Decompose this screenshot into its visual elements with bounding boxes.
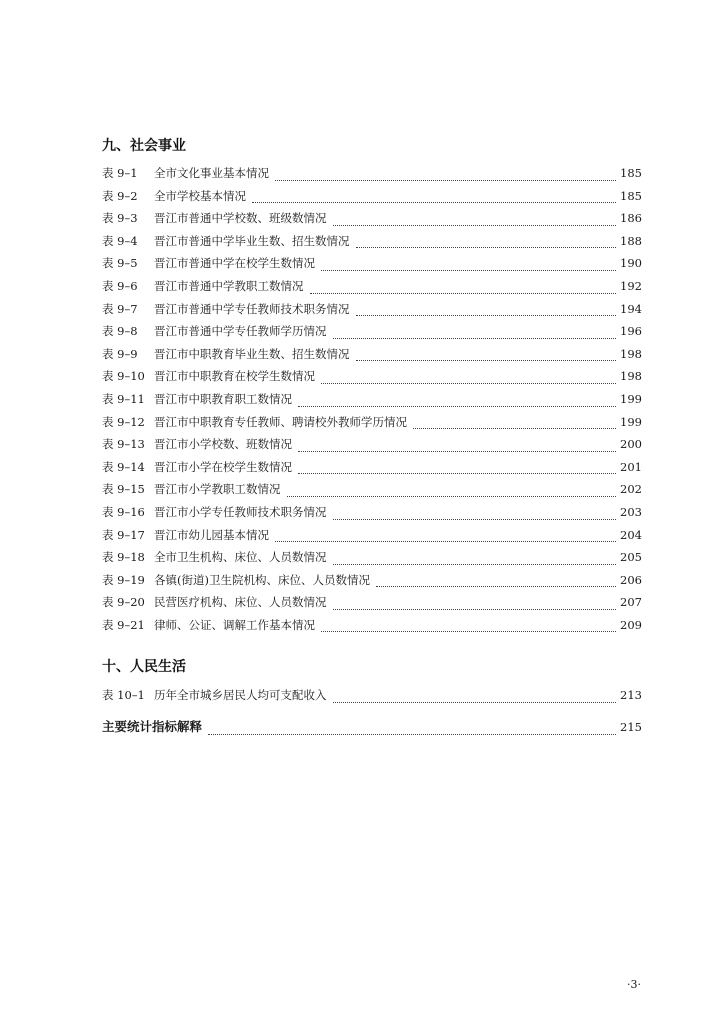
leader-dots bbox=[287, 495, 617, 497]
appendix-title: 主要统计指标解释 bbox=[102, 719, 203, 734]
table-code: 表 9–2 bbox=[102, 188, 138, 203]
table-code: 表 9–5 bbox=[102, 256, 138, 271]
page-ref: 201 bbox=[620, 459, 642, 474]
page-ref: 188 bbox=[620, 233, 642, 248]
page-number: ·3· bbox=[627, 978, 641, 991]
toc-entry[interactable] bbox=[102, 573, 642, 596]
page-ref: 213 bbox=[620, 688, 642, 702]
table-title: 晋江市普通中学专任教师学历情况 bbox=[154, 324, 327, 339]
table-code: 表 9–14 bbox=[102, 459, 145, 474]
page-ref: 205 bbox=[620, 550, 642, 565]
toc-entry[interactable] bbox=[102, 369, 642, 392]
table-code: 表 9–18 bbox=[102, 550, 145, 565]
table-title: 晋江市中职教育在校学生数情况 bbox=[154, 369, 315, 384]
table-code: 表 9–1 bbox=[102, 166, 138, 180]
toc-entry[interactable] bbox=[102, 189, 642, 212]
leader-dots bbox=[298, 405, 616, 407]
leader-dots bbox=[356, 314, 617, 316]
leader-dots bbox=[333, 518, 617, 520]
page-ref: 190 bbox=[620, 256, 642, 271]
leader-dots bbox=[356, 359, 617, 361]
leader-dots bbox=[321, 269, 616, 271]
leader-dots bbox=[333, 701, 617, 703]
page-ref: 198 bbox=[620, 346, 642, 361]
table-title: 晋江市幼儿园基本情况 bbox=[154, 527, 269, 542]
page-ref: 204 bbox=[620, 527, 642, 542]
table-code: 表 9–16 bbox=[102, 504, 145, 519]
table-title: 民营医疗机构、床位、人员数情况 bbox=[154, 595, 327, 610]
toc-entry[interactable] bbox=[102, 166, 642, 189]
toc-entry[interactable] bbox=[102, 550, 642, 573]
toc-entry[interactable] bbox=[102, 302, 642, 325]
table-title: 晋江市普通中学教职工数情况 bbox=[154, 278, 304, 293]
toc-list-living-standards bbox=[102, 688, 642, 711]
toc-entry[interactable] bbox=[102, 392, 642, 415]
toc-entry[interactable] bbox=[102, 234, 642, 257]
toc-entry[interactable] bbox=[102, 595, 642, 618]
table-title: 全市文化事业基本情况 bbox=[154, 166, 269, 180]
table-code: 表 9–3 bbox=[102, 211, 138, 226]
toc-entry[interactable] bbox=[102, 324, 642, 347]
toc-entry[interactable] bbox=[102, 256, 642, 279]
table-title: 晋江市中职教育职工数情况 bbox=[154, 391, 292, 406]
table-code: 表 9–15 bbox=[102, 482, 145, 497]
leader-dots bbox=[376, 585, 616, 587]
table-title: 晋江市小学校数、班数情况 bbox=[154, 437, 292, 452]
toc-entry[interactable] bbox=[102, 437, 642, 460]
page-ref: 185 bbox=[620, 166, 642, 180]
page-ref: 199 bbox=[620, 414, 642, 429]
table-code: 表 9–11 bbox=[102, 391, 145, 406]
table-title: 律师、公证、调解工作基本情况 bbox=[154, 617, 315, 632]
page-ref: 200 bbox=[620, 437, 642, 452]
leader-dots bbox=[298, 450, 616, 452]
table-title: 晋江市中职教育毕业生数、招生数情况 bbox=[154, 346, 350, 361]
table-title: 晋江市小学在校学生数情况 bbox=[154, 459, 292, 474]
page-ref: 207 bbox=[620, 595, 642, 610]
section-heading-social-affairs: 九、社会事业 bbox=[102, 138, 186, 154]
toc-entry[interactable] bbox=[102, 482, 642, 505]
table-title: 晋江市中职教育专任教师、聘请校外教师学历情况 bbox=[154, 414, 407, 429]
table-title: 晋江市普通中学专任教师技术职务情况 bbox=[154, 301, 350, 316]
page-ref: 185 bbox=[620, 188, 642, 203]
toc-entry[interactable] bbox=[102, 460, 642, 483]
table-code: 表 9–21 bbox=[102, 617, 145, 632]
toc-entry[interactable] bbox=[102, 505, 642, 528]
table-title: 晋江市普通中学校数、班级数情况 bbox=[154, 211, 327, 226]
table-title: 晋江市普通中学毕业生数、招生数情况 bbox=[154, 233, 350, 248]
leader-dots bbox=[321, 382, 616, 384]
leader-dots bbox=[275, 179, 616, 181]
page-ref: 206 bbox=[620, 572, 642, 587]
table-title: 各镇(街道)卫生院机构、床位、人员数情况 bbox=[154, 572, 370, 587]
toc-list-social-affairs bbox=[102, 166, 642, 640]
toc-entry[interactable] bbox=[102, 688, 642, 711]
table-title: 全市卫生机构、床位、人员数情况 bbox=[154, 550, 327, 565]
page-ref: 199 bbox=[620, 391, 642, 406]
table-code: 表 9–13 bbox=[102, 437, 145, 452]
leader-dots bbox=[252, 201, 616, 203]
page-ref: 192 bbox=[620, 278, 642, 293]
table-title: 历年全市城乡居民人均可支配收入 bbox=[154, 688, 327, 702]
table-code: 表 10–1 bbox=[102, 688, 145, 702]
page-ref: 215 bbox=[620, 720, 642, 734]
table-code: 表 9–6 bbox=[102, 278, 138, 293]
toc-entry[interactable] bbox=[102, 415, 642, 438]
page-ref: 186 bbox=[620, 211, 642, 226]
leader-dots bbox=[413, 427, 616, 429]
table-code: 表 9–8 bbox=[102, 324, 138, 339]
toc-list-appendix bbox=[102, 720, 642, 743]
toc-entry[interactable] bbox=[102, 347, 642, 370]
table-code: 表 9–10 bbox=[102, 369, 145, 384]
section-heading-living-standards: 十、人民生活 bbox=[102, 659, 186, 675]
leader-dots bbox=[333, 337, 617, 339]
table-title: 晋江市小学专任教师技术职务情况 bbox=[154, 504, 327, 519]
leader-dots bbox=[356, 246, 617, 248]
leader-dots bbox=[321, 630, 616, 632]
page-ref: 196 bbox=[620, 324, 642, 339]
leader-dots bbox=[310, 292, 617, 294]
page-ref: 198 bbox=[620, 369, 642, 384]
leader-dots bbox=[208, 733, 616, 735]
page-ref: 194 bbox=[620, 301, 642, 316]
table-code: 表 9–4 bbox=[102, 233, 138, 248]
table-code: 表 9–19 bbox=[102, 572, 145, 587]
table-title: 全市学校基本情况 bbox=[154, 188, 246, 203]
table-code: 表 9–20 bbox=[102, 595, 145, 610]
page-ref: 203 bbox=[620, 504, 642, 519]
table-code: 表 9–17 bbox=[102, 527, 145, 542]
table-code: 表 9–12 bbox=[102, 414, 145, 429]
leader-dots bbox=[298, 472, 616, 474]
leader-dots bbox=[333, 608, 617, 610]
toc-entry[interactable] bbox=[102, 211, 642, 234]
leader-dots bbox=[275, 540, 616, 542]
page-ref: 202 bbox=[620, 482, 642, 497]
toc-entry-indicator-definitions[interactable] bbox=[102, 720, 642, 743]
table-title: 晋江市小学教职工数情况 bbox=[154, 482, 281, 497]
toc-entry[interactable] bbox=[102, 618, 642, 641]
toc-entry[interactable] bbox=[102, 528, 642, 551]
table-title: 晋江市普通中学在校学生数情况 bbox=[154, 256, 315, 271]
page-ref: 209 bbox=[620, 617, 642, 632]
table-code: 表 9–7 bbox=[102, 301, 138, 316]
table-code: 表 9–9 bbox=[102, 346, 138, 361]
leader-dots bbox=[333, 224, 617, 226]
leader-dots bbox=[333, 563, 617, 565]
toc-entry[interactable] bbox=[102, 279, 642, 302]
